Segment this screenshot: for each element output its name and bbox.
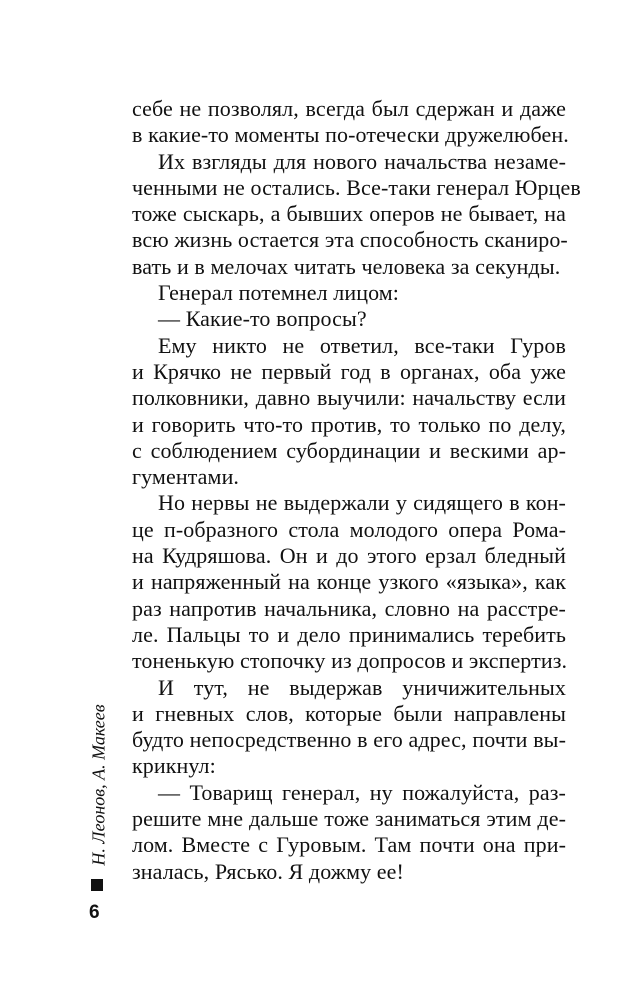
text-line: Генерал потемнел лицом: xyxy=(158,280,400,306)
text-line: раз напротив начальника, словно на расстре- xyxy=(132,595,566,621)
text-line: И тут, не выдержав уничижительных xyxy=(158,674,566,700)
text-line: Их взгляды для нового начальства незаме- xyxy=(158,148,566,174)
text-line: крикнул: xyxy=(132,753,216,779)
paragraph xyxy=(132,333,566,491)
text-line: ченными не остались. Все-таки генерал Юрцев xyxy=(132,174,581,200)
running-head-text: Н. Леонов, А. Макеев xyxy=(88,704,109,866)
text-line: тоже сыскарь, а бывших оперов не бывает, на xyxy=(132,201,566,227)
text-line: лом. Вместе с Гуровым. Там почти она при- xyxy=(132,832,566,858)
paragraph xyxy=(132,96,569,149)
paragraph xyxy=(132,148,581,280)
text-line: гументами. xyxy=(132,464,240,490)
body-text xyxy=(132,96,581,885)
text-line: будто непосредственно в его адрес, почти вы- xyxy=(132,727,566,753)
text-line: решите мне дальше тоже заниматься этим де- xyxy=(132,806,566,832)
running-head xyxy=(84,695,114,875)
paragraph xyxy=(132,280,566,306)
text-line: Ему никто не ответил, все-таки Гуров xyxy=(158,332,566,358)
text-line: и Крячко не первый год в органах, оба уже xyxy=(132,358,566,384)
text-line: с соблюдением субординации и вескими ар- xyxy=(132,437,566,463)
page-marker-square xyxy=(91,879,103,891)
page-number: 6 xyxy=(89,902,100,923)
text-line: тоненькую стопочку из допросов и экспертиз. xyxy=(132,648,568,674)
text-line: полковники, давно выучили: начальству если xyxy=(132,385,566,411)
text-line: на Кудряшова. Он и до этого ерзал бледный xyxy=(132,543,566,569)
text-line: — Какие-то вопросы? xyxy=(158,306,367,332)
text-line: Но нервы не выдержали у сидящего в кон- xyxy=(158,490,566,516)
paragraph xyxy=(132,780,566,885)
text-line: вать и в мелочах читать человека за секунды. xyxy=(132,253,561,279)
text-line: зналась, Рясько. Я дожму ее! xyxy=(132,858,404,884)
text-line: — Товарищ генерал, ну пожалуйста, раз- xyxy=(158,779,566,805)
text-line: це п-образного стола молодого опера Рома- xyxy=(132,516,566,542)
paragraph xyxy=(132,490,566,674)
text-line: и говорить что-то против, то только по делу, xyxy=(132,411,566,437)
paragraph xyxy=(132,306,566,332)
text-line: всю жизнь остается эта способность сканиро- xyxy=(132,227,568,253)
paragraph xyxy=(132,675,566,780)
text-line: и напряженный на конце узкого «языка», как xyxy=(132,569,566,595)
text-line: себе не позволял, всегда был сдержан и даже xyxy=(132,96,566,121)
text-line: ле. Пальцы то и дело принимались теребить xyxy=(132,621,566,647)
text-line: в какие-то моменты по-отечески дружелюбен. xyxy=(132,122,569,148)
text-line: и гневных слов, которые были направлены xyxy=(132,700,566,726)
